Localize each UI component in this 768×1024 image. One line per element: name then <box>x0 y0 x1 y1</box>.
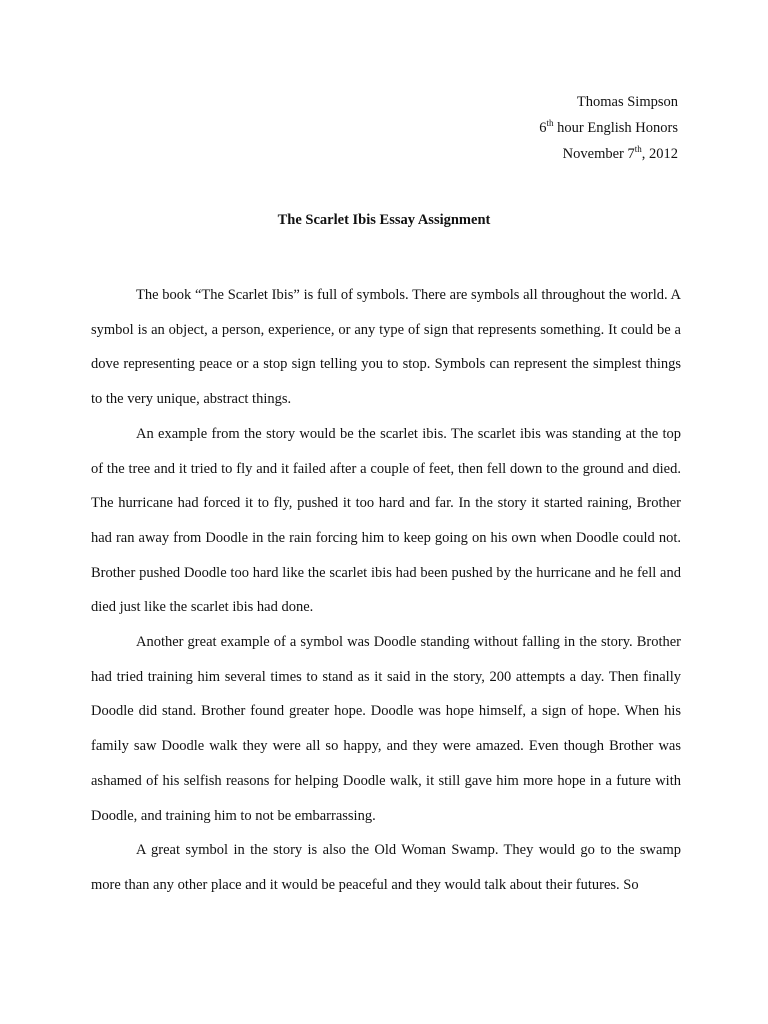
paragraph: The book “The Scarlet Ibis” is full of symbols. There are symbols all throughout the world. A symbol is an object, a person, experience, or any type of sign that represents something. It could be a dove representing peace or a stop sign telling you to stop. Symbols can represent the simplest things to the very unique, abstract things. <box>91 287 681 408</box>
class-period: 6th hour English Honors <box>539 118 678 136</box>
essay-body <box>91 278 681 903</box>
author-name: Thomas Simpson <box>576 94 678 110</box>
essay-title: The Scarlet Ibis Essay Assignment <box>277 212 491 228</box>
paragraph: A great symbol in the story is also the Old Woman Swamp. They would go to the swamp more than any other place and it would be peaceful and they would talk about their futures. So <box>91 842 681 893</box>
paragraph: An example from the story would be the scarlet ibis. The scarlet ibis was standing at the top of the tree and it tried to fly and it failed after a couple of feet, then fell down to the ground and died. The hurricane had forced it to fly, pushed it too hard and far. In the story it started raining, Brother had ran away from Doodle in the rain forcing him to keep going on his own when Doodle could not. Brother pushed Doodle too hard like the scarlet ibis had been pushed by the hurricane and he fell and died just like the scarlet ibis had done. <box>91 425 681 616</box>
essay-header <box>539 89 678 167</box>
essay-date: November 7th, 2012 <box>562 144 678 162</box>
paragraph: Another great example of a symbol was Doodle standing without falling in the story. Brother had tried training him several times to stand as it said in the story, 200 attempts a day. Then finally Doodle did stand. Brother found greater hope. Doodle was hope himself, a sign of hope. When his family saw Doodle walk they were all so happy, and they were amazed. Even though Brother was ashamed of his selfish reasons for helping Doodle walk, it still gave him more hope in a future with Doodle, and training him to not be embarrassing. <box>91 634 681 824</box>
